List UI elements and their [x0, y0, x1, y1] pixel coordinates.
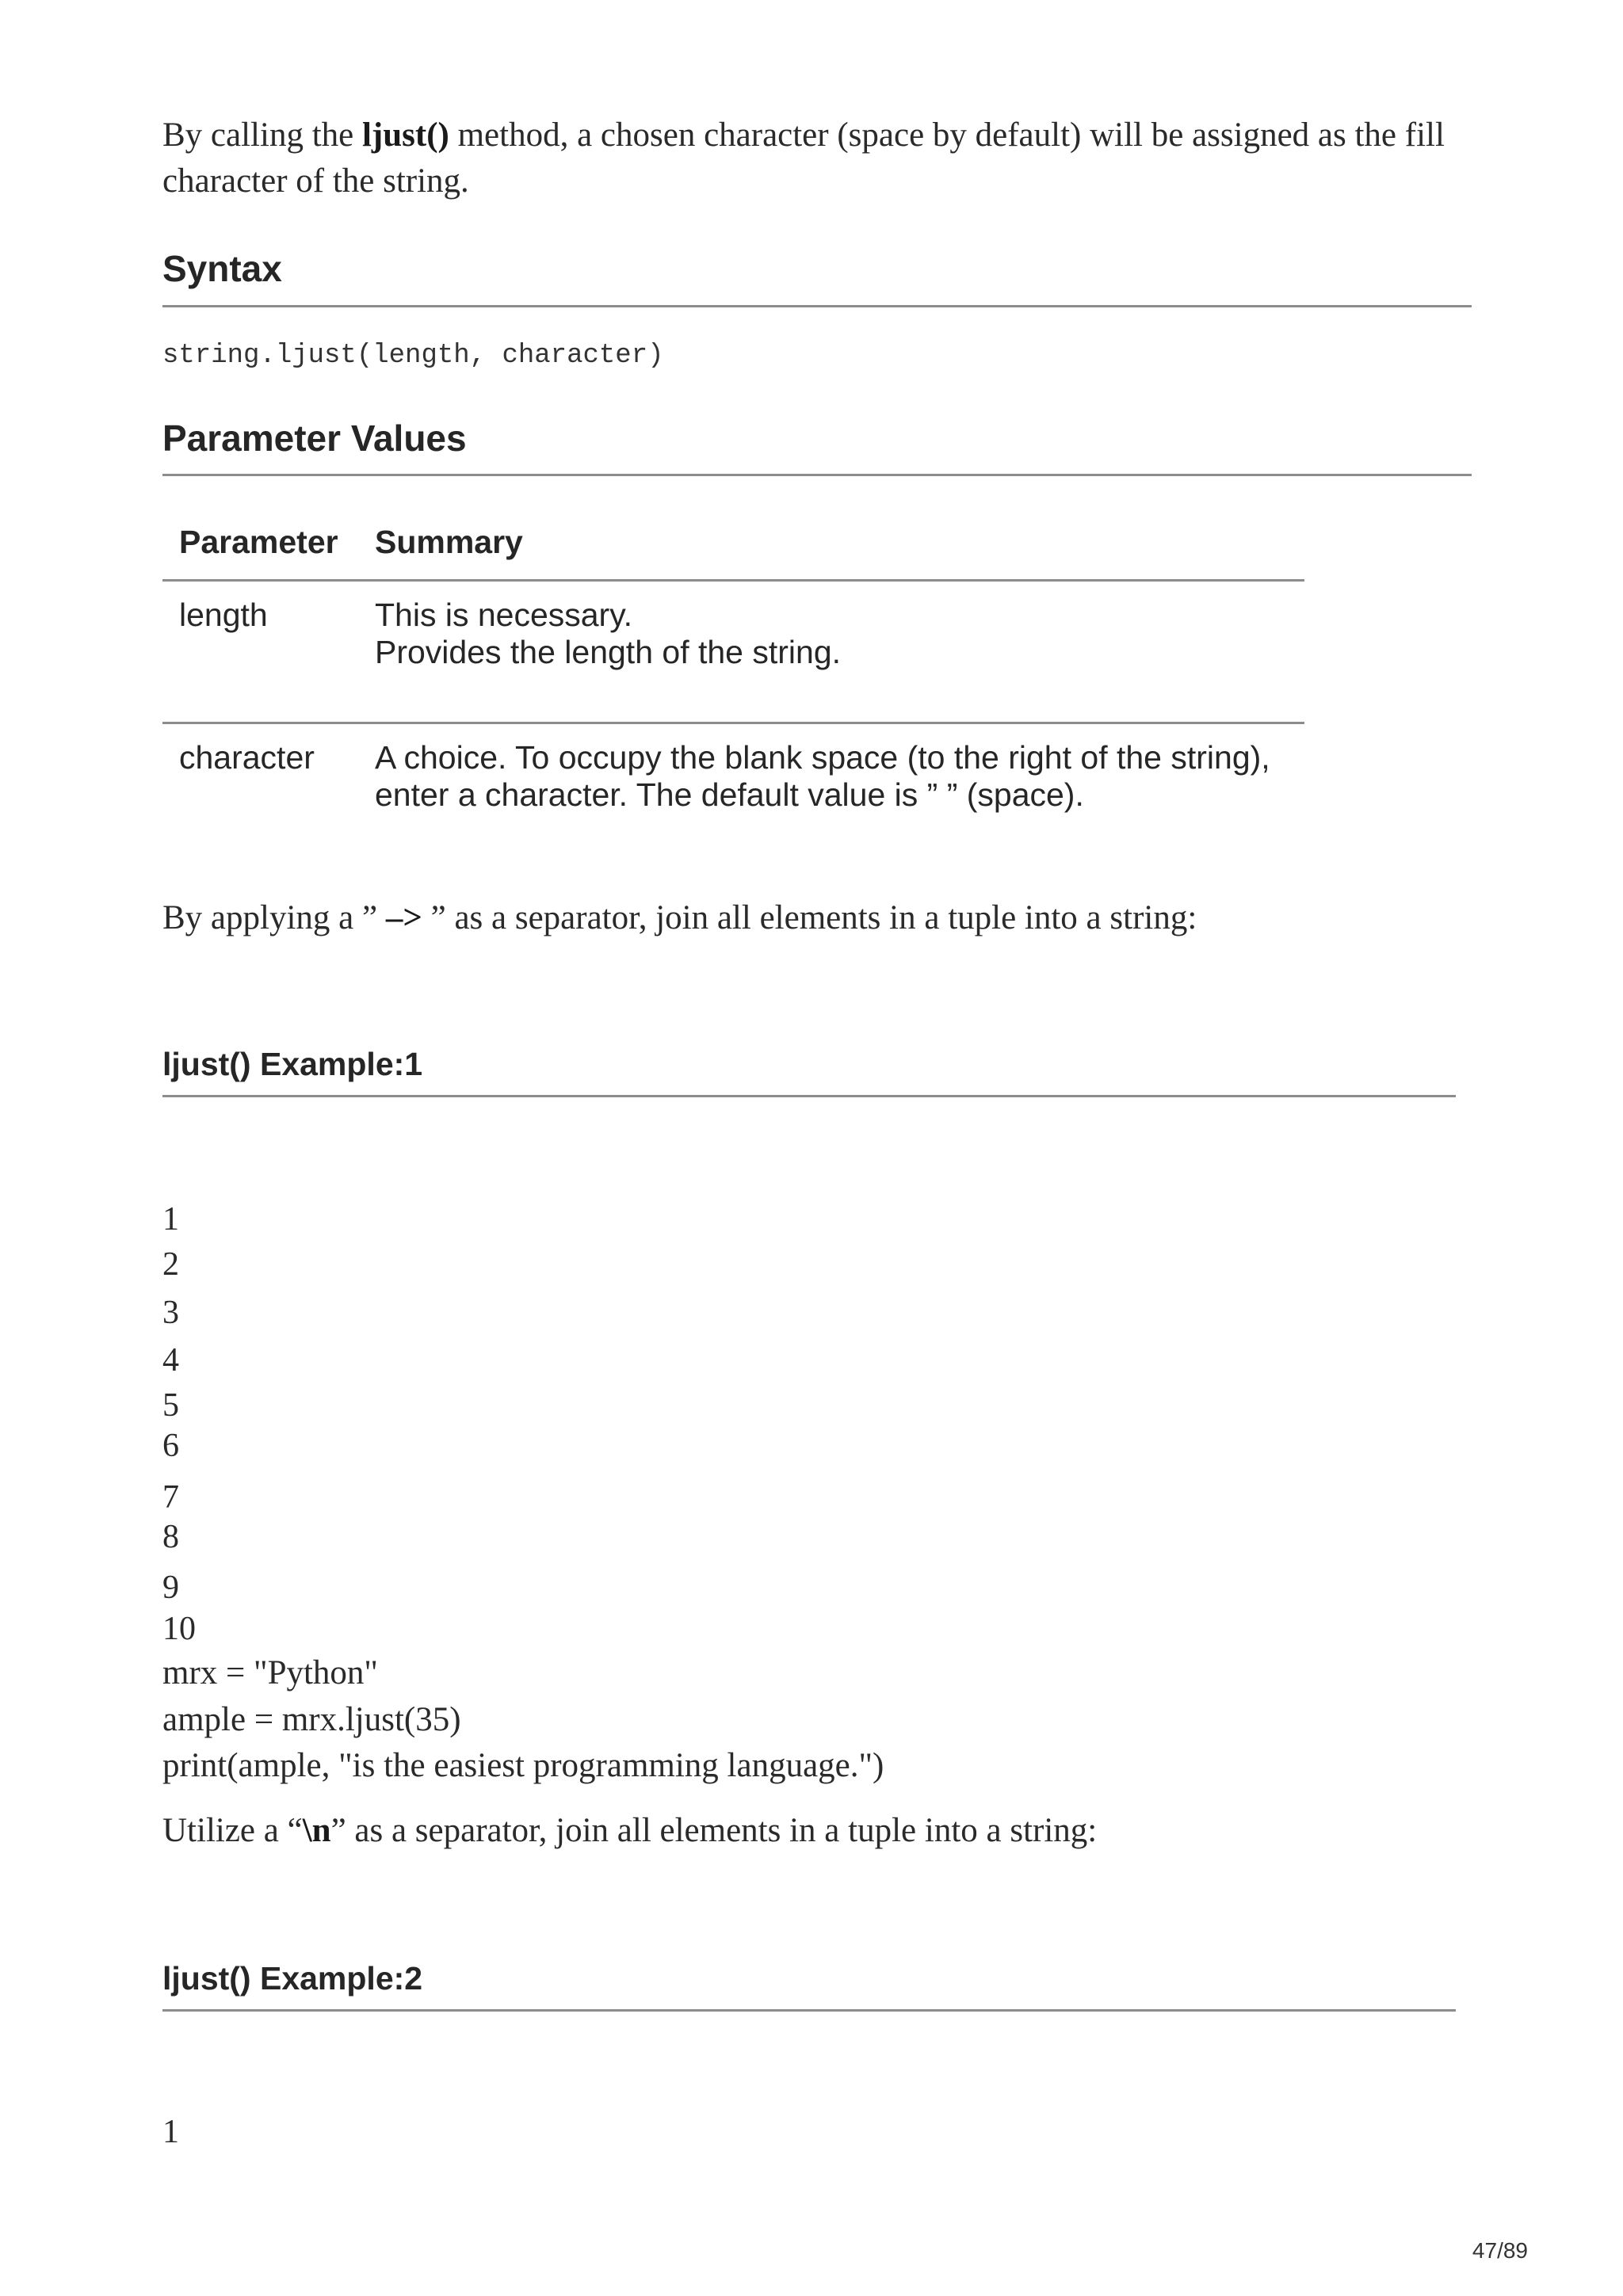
intro-paragraph — [162, 113, 1470, 204]
param-summary-line: Provides the length of the string. — [375, 634, 842, 670]
line-number: 7 — [162, 1479, 179, 1516]
example1-divider — [162, 1095, 1456, 1097]
example1-heading: ljust() Example:1 — [162, 1046, 423, 1082]
line-number: 1 — [162, 2114, 179, 2150]
param-name: character — [179, 739, 315, 776]
table-header-summary: Summary — [375, 524, 523, 560]
table-row-divider — [162, 722, 1304, 724]
intro-method-name: ljust() — [361, 116, 449, 154]
line-number: 2 — [162, 1246, 179, 1283]
page-number: 47/89 — [1472, 2238, 1528, 2263]
code-line: ample = mrx.ljust(35) — [162, 1701, 461, 1738]
line-number: 4 — [162, 1342, 179, 1379]
syntax-divider — [162, 305, 1472, 307]
line-number: 5 — [162, 1387, 179, 1424]
line-number: 8 — [162, 1519, 179, 1555]
parameter-values-divider — [162, 474, 1472, 476]
example2-divider — [162, 2009, 1456, 2012]
syntax-code: string.ljust(length, character) — [162, 341, 664, 371]
line-number: 3 — [162, 1295, 179, 1331]
note-suffix: ” as a separator, join all elements in a tuple into a string: — [330, 1812, 1098, 1849]
note-prefix: By applying a ” — [162, 899, 386, 936]
note-suffix: ” as a separator, join all elements in a tuple into a string: — [422, 899, 1197, 936]
example2-heading: ljust() Example:2 — [162, 1960, 423, 1997]
intro-suffix: method, a chosen character (space by default) will be assigned as the fill character of the string. — [162, 116, 1445, 200]
table-header-divider — [162, 579, 1304, 582]
param-summary-line: enter a character. The default value is ” ” (space). — [375, 776, 1084, 813]
note-prefix: Utilize a “ — [162, 1812, 303, 1849]
syntax-heading: Syntax — [162, 248, 282, 289]
param-summary-line: A choice. To occupy the blank space (to the right of the string), — [375, 739, 1270, 776]
intro-prefix: By calling the — [162, 116, 362, 154]
code-line: mrx = "Python" — [162, 1654, 378, 1691]
param-name: length — [179, 597, 268, 633]
line-number: 9 — [162, 1569, 179, 1606]
table-header-parameter: Parameter — [179, 524, 338, 560]
note-token: –> — [385, 899, 422, 936]
separator-note-2 — [162, 1808, 1470, 1854]
line-number: 1 — [162, 1201, 179, 1238]
separator-note-1 — [162, 895, 1470, 941]
parameter-values-heading: Parameter Values — [162, 418, 467, 459]
line-number: 10 — [162, 1611, 196, 1647]
line-number: 6 — [162, 1428, 179, 1464]
code-line: print(ample, "is the easiest programming language.") — [162, 1747, 884, 1784]
note-token: \n — [302, 1812, 331, 1849]
param-summary-line: This is necessary. — [375, 597, 633, 633]
